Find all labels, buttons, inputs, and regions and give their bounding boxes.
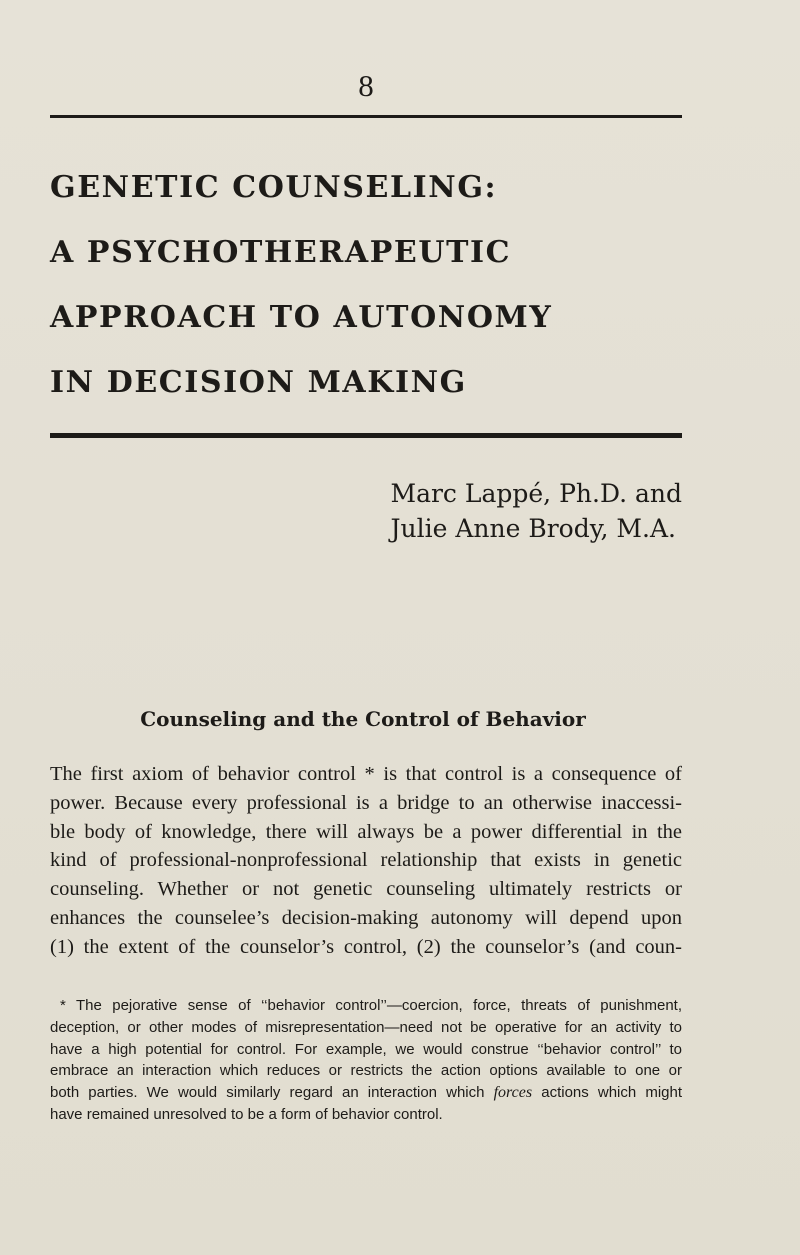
footnote-text: actions which might: [532, 1084, 683, 1102]
title-line: APPROACH TO AUTONOMY: [50, 300, 553, 335]
footnote-line: have a high potential for control. For example, we would construe ‘‘behavior control’’ to: [50, 1040, 682, 1058]
title-line: IN DECISION MAKING: [50, 365, 467, 400]
bottom-rule: [50, 433, 682, 438]
chapter-title: [50, 163, 710, 423]
chapter-number: 8: [358, 68, 374, 103]
title-line: GENETIC COUNSELING:: [50, 170, 498, 205]
section-heading: Counseling and the Control of Behavior: [140, 707, 586, 731]
body-line: counseling. Whether or not genetic counseling ultimately restricts or: [50, 878, 682, 901]
title-line: A PSYCHOTHERAPEUTIC: [50, 235, 512, 270]
body-line: enhances the counselee’s decision-making autonomy will depend upon: [50, 906, 682, 929]
footnote-line: embrace an interaction which reduces or restricts the action options available to one or: [50, 1062, 682, 1080]
footnote-line: * The pejorative sense of ‘‘behavior control’’—coercion, force, threats of punishment,: [60, 997, 682, 1014]
body-line: power. Because every professional is a bridge to an otherwise inaccessi-: [50, 791, 682, 814]
body-line: ble body of knowledge, there will always be a power differential in the: [50, 820, 682, 843]
author-line: Julie Anne Brody, M.A.: [390, 514, 676, 543]
body-line: (1) the extent of the counselor’s control, (2) the counselor’s (and coun-: [50, 935, 682, 958]
footnote-line: [50, 1082, 682, 1104]
body-paragraph: [50, 760, 682, 962]
top-rule: [50, 115, 682, 118]
footnote: [50, 995, 682, 1126]
footnote-italic-word: forces: [493, 1084, 533, 1102]
footnote-line: have remained unresolved to be a form of behavior control.: [50, 1105, 443, 1123]
authors: [390, 476, 682, 546]
body-line: kind of professional-nonprofessional relationship that exists in genetic: [50, 849, 682, 872]
footnote-text: both parties. We would similarly regard an interaction which: [50, 1084, 494, 1102]
author-line: Marc Lappé, Ph.D. and: [390, 479, 682, 508]
body-line: The first axiom of behavior control * is that control is a consequence of: [50, 763, 682, 785]
footnote-line: deception, or other modes of misrepresentation—need not be operative for an activity to: [50, 1018, 682, 1036]
